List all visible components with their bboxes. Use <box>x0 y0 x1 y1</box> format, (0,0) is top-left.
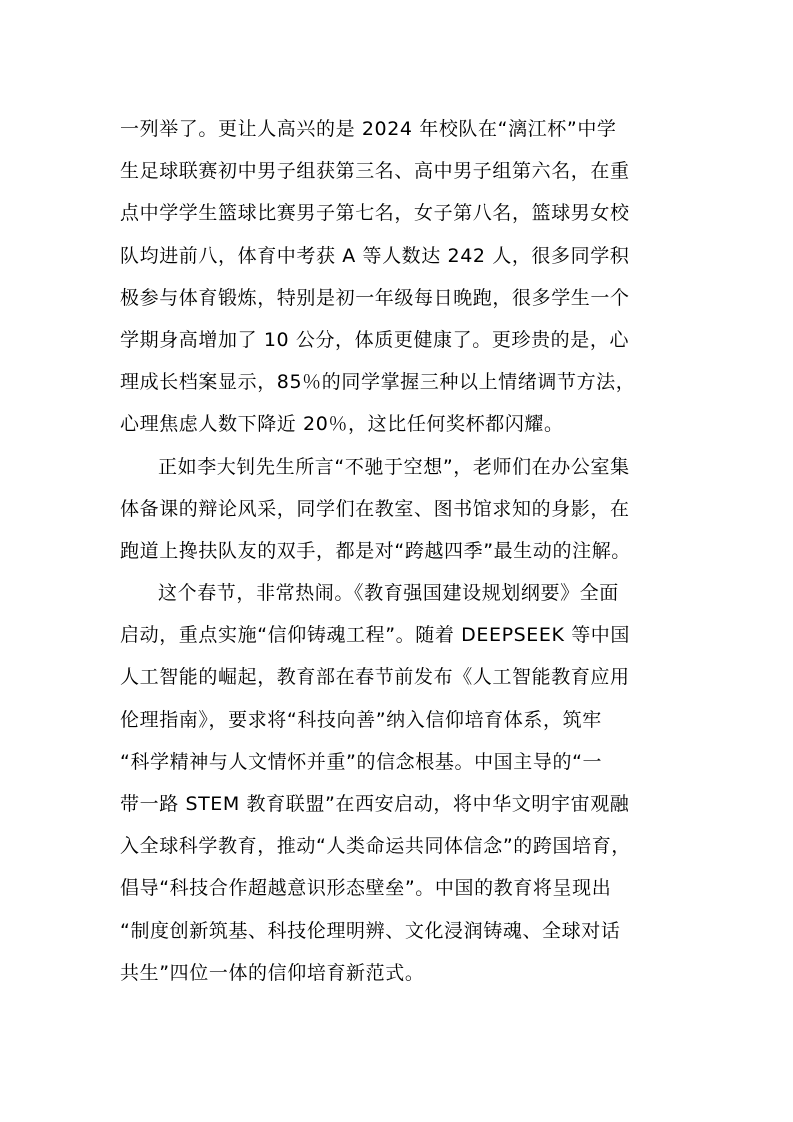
paragraph-li-dazhao-quote <box>120 446 675 573</box>
text-line: 带一路 STEM 教育联盟”在西安启动，将中华文明宇宙观融 <box>120 793 630 815</box>
text-line: 体备课的辩论风采，同学们在教室、图书馆求知的身影，在 <box>120 497 630 520</box>
paragraph-spring-festival <box>120 572 675 994</box>
text-line: 倡导“科技合作超越意识形态壁垒”。中国的教育将呈现出 <box>120 877 612 900</box>
text-line: 生足球联赛初中男子组获第三名、高中男子组第六名，在重 <box>120 160 630 183</box>
text-line: 人工智能的崛起，教育部在春节前发布《人工智能教育应用 <box>120 666 630 689</box>
text-line: 学期身高增加了 10 公分，体质更健康了。更珍贵的是，心 <box>120 328 630 351</box>
text-line: “科学精神与人文情怀并重”的信念根基。中国主导的“一 <box>120 750 603 773</box>
text-line: “制度创新筑基、科技伦理明辨、文化浸润铸魂、全球对话 <box>120 919 621 942</box>
text-line: 这个春节，非常热闹。《教育强国建设规划纲要》全面 <box>158 582 619 605</box>
text-line: 启动，重点实施“信仰铸魂工程”。随着 DEEPSEEK 等中国 <box>120 624 630 647</box>
text-line: 跑道上搀扶队友的双手，都是对“跨越四季”最生动的注解。 <box>120 539 631 562</box>
text-line: 正如李大钊先生所言“不驰于空想”，老师们在办公室集 <box>158 455 630 478</box>
text-line: 心理焦虑人数下降近 20％，这比任何奖杯都闪耀。 <box>120 413 564 436</box>
text-line: 队均进前八，体育中考获 A 等人数达 242 人，很多同学积 <box>120 244 630 267</box>
text-line: 极参与体育锻炼，特别是初一年级每日晚跑，很多学生一个 <box>120 286 630 309</box>
document-body <box>120 108 675 994</box>
text-line: 共生”四位一体的信仰培育新范式。 <box>120 961 425 984</box>
text-line: 入全球科学教育，推动“人类命运共同体信念”的跨国培育， <box>120 835 631 858</box>
paragraph-achievements <box>120 108 675 446</box>
text-line: 理成长档案显示，85％的同学掌握三种以上情绪调节方法， <box>120 371 636 394</box>
text-line: 一列举了。更让人高兴的是 2024 年校队在“漓江杯”中学 <box>120 118 617 140</box>
text-line: 点中学学生篮球比赛男子第七名，女子第八名，篮球男女校 <box>120 202 630 225</box>
text-line: 伦理指南》，要求将“科技向善”纳入信仰培育体系，筑牢 <box>120 708 602 731</box>
